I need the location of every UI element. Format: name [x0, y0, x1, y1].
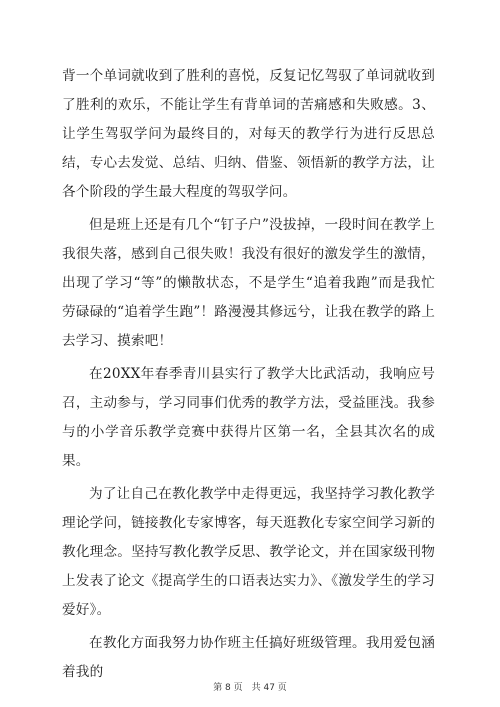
- page-number-footer: 第 8 页 共 47 页: [213, 683, 287, 693]
- paragraph-2: 但是班上还是有几个“钉子户”没拔掉，一段时间在教学上我很失落，感到自己很失败！我没有很好的激发学生的激情，出现了学习“等”的懒散状态，不是学生“追着我跑”而是我忙劳碌碌的“追着学生跑”！路漫漫其修远兮，让我在教学的路上去学习、摸索吧！: [62, 217, 435, 349]
- paragraph-4: 为了让自己在教化教学中走得更远，我坚持学习教化教学理论学问，链接教化专家博客，每天逛教化专家空间学习新的教化理念。坚持写教化教学反思、教学论文，并在国家级刊物上发表了论文《提高学生的口语表达实力》、《激发学生的学习爱好》。: [62, 486, 435, 618]
- paragraph-1: 背一个单词就收到了胜利的喜悦，反复记忆驾驭了单词就收到了胜利的欢乐，不能让学生有背单词的苦痛感和失败感。3、让学生驾驭学问为最终目的，对每天的教学行为进行反思总结，专心去发觉、总结、归纳、借鉴、领悟新的教学方法，让各个阶段的学生最大程度的驾驭学问。: [62, 68, 435, 200]
- paragraph-3: 在20XX年春季青川县实行了教学大比武活动，我响应号召，主动参与，学习同事们优秀的教学方法，受益匪浅。我参与的小学音乐教学竞赛中获得片区第一名，全县其次名的成果。: [62, 366, 435, 469]
- document-body: [62, 62, 435, 687]
- paragraph-5: 在教化方面我努力协作班主任搞好班级管理。我用爱包涵着我的: [62, 635, 435, 680]
